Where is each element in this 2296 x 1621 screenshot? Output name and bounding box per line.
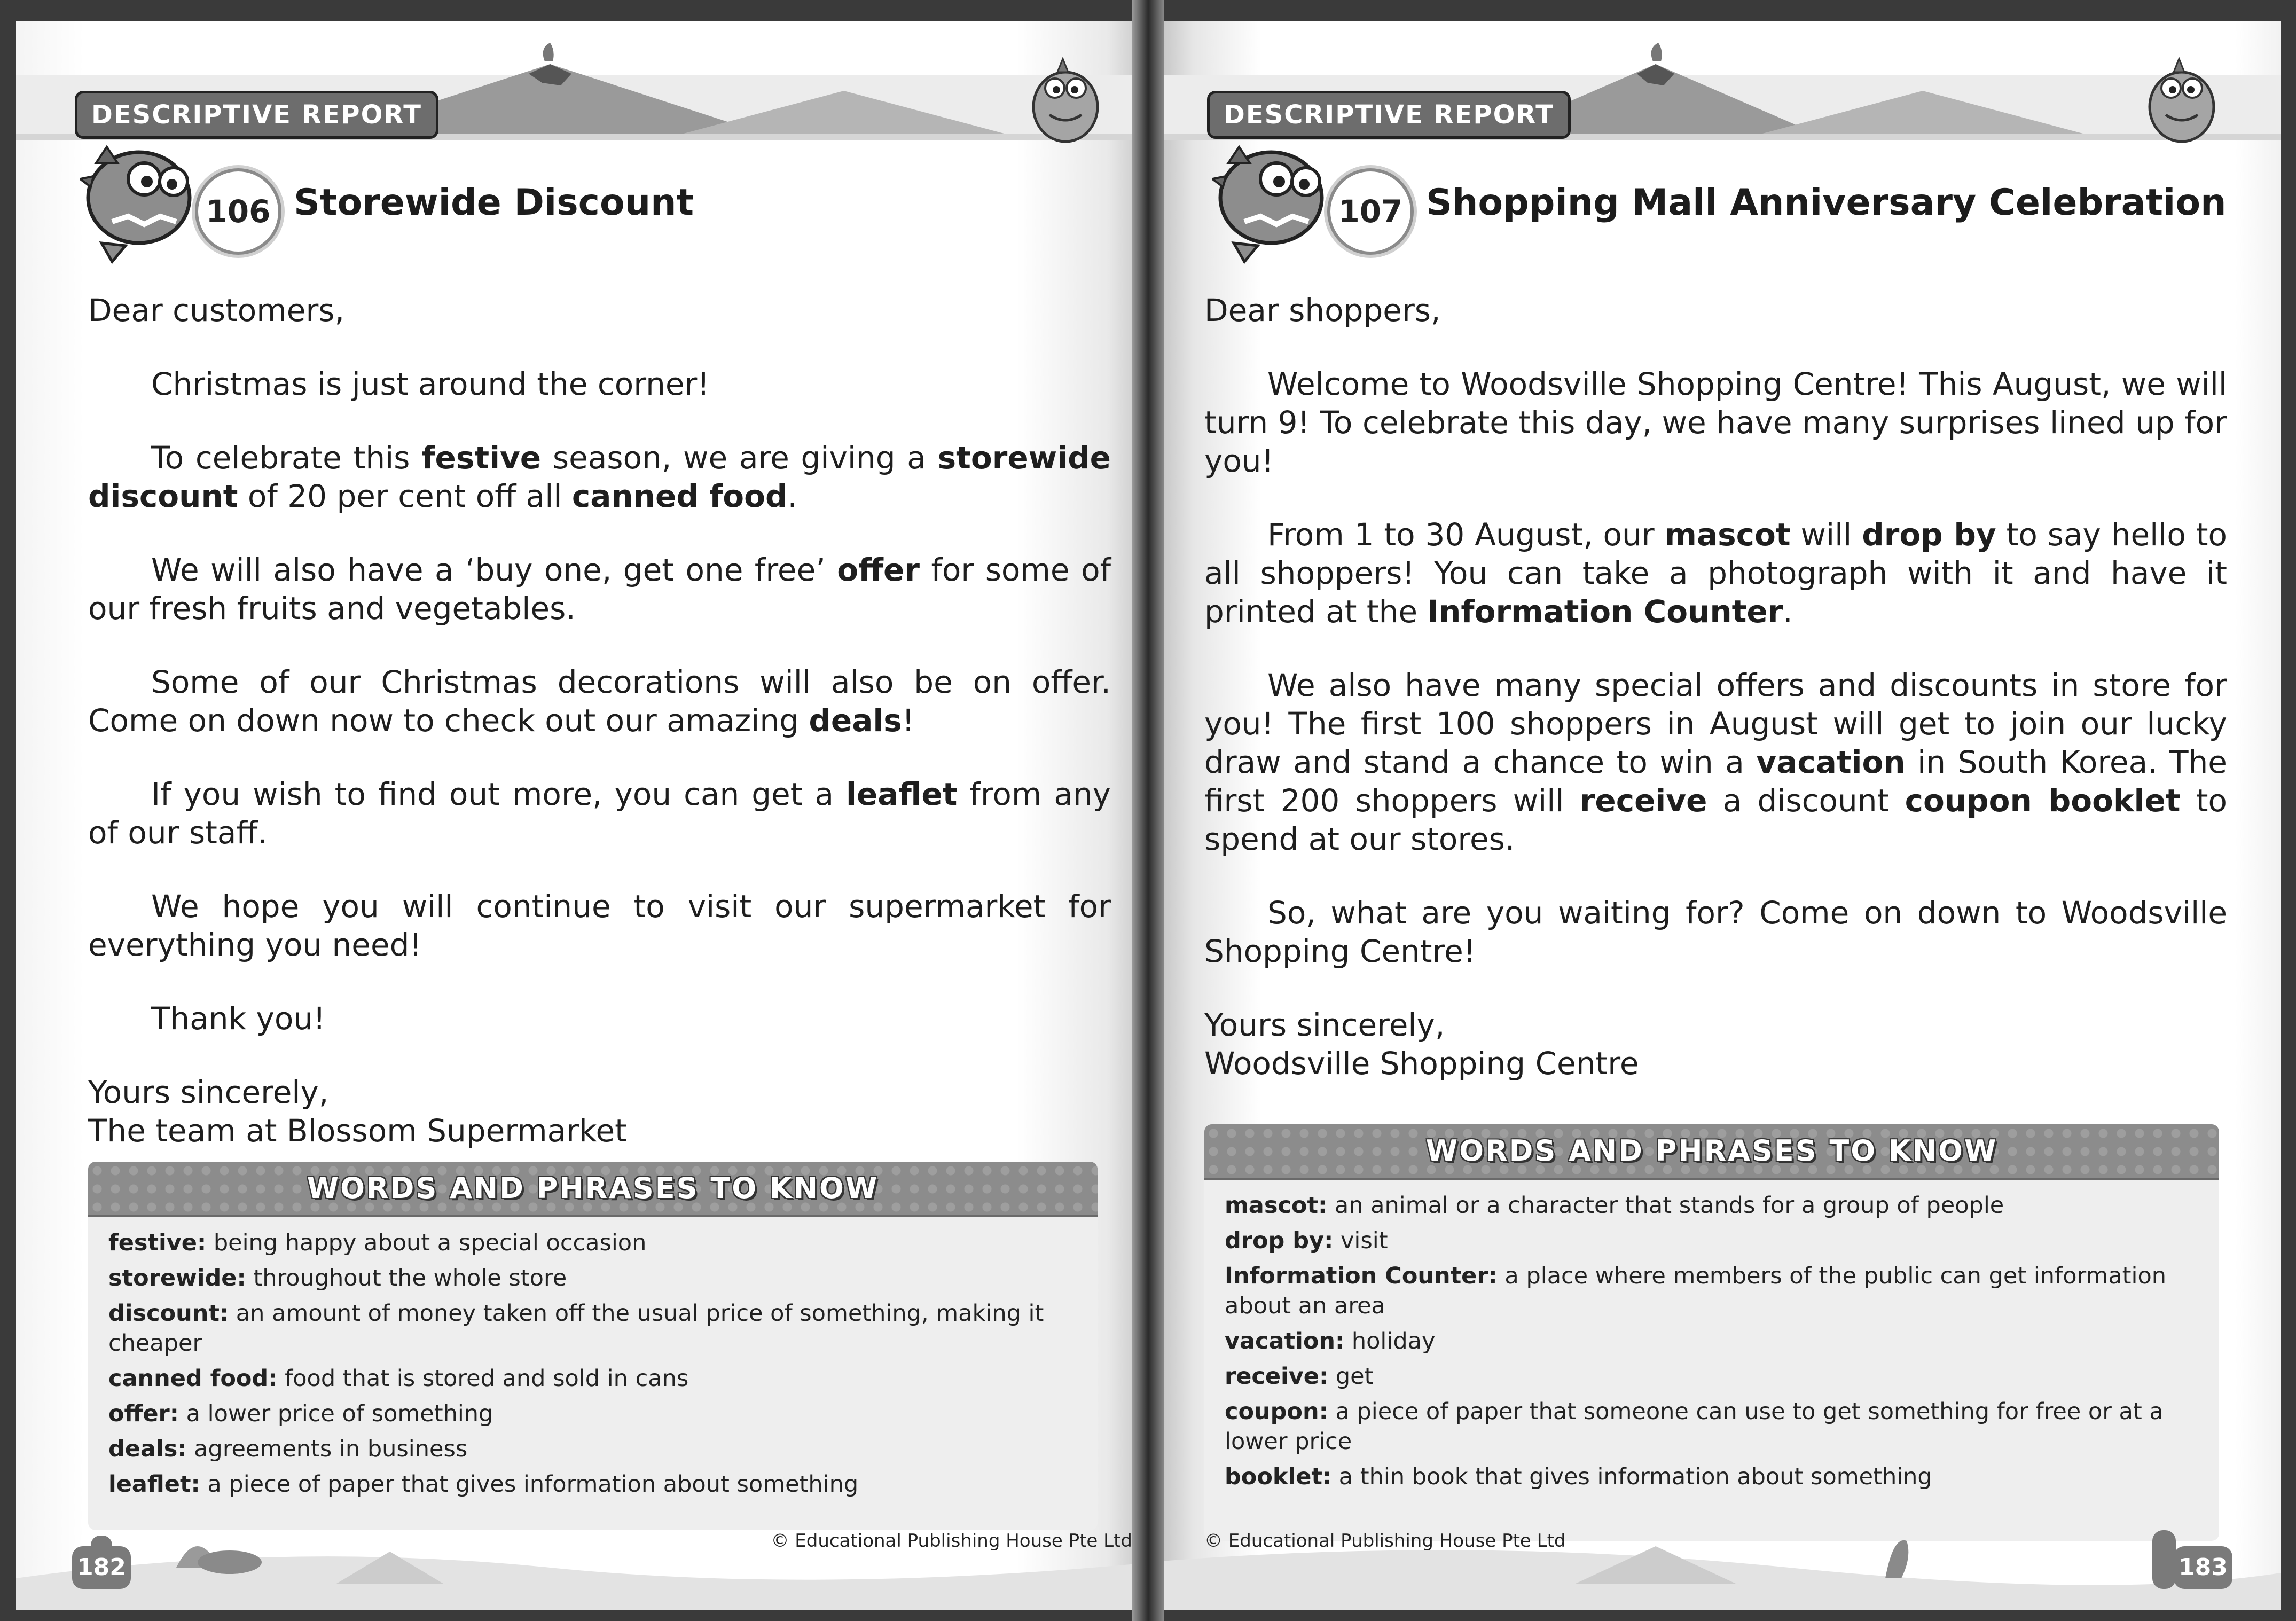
vocabulary-item: [1225, 1226, 2199, 1256]
words-list: [1204, 1180, 2219, 1492]
words-list: [88, 1217, 1098, 1499]
vocabulary-term: coupon:: [1225, 1398, 1328, 1425]
text-run: Welcome to Woodsville Shopping Centre! This August, we will turn 9! To celebrate this day, we have many surprises lined up for you!: [1204, 366, 2227, 479]
vocabulary-definition: throughout the whole store: [246, 1265, 567, 1291]
letter-paragraph: [88, 438, 1111, 515]
vocabulary-definition: food that is stored and sold in cans: [277, 1365, 689, 1392]
vocabulary-definition: an animal or a character that stands for a group of people: [1327, 1192, 2004, 1219]
copyright-notice: © Educational Publishing House Pte Ltd: [1204, 1530, 1566, 1552]
vocabulary-item: [1225, 1397, 2199, 1456]
report-heading: [1212, 136, 2254, 264]
dinosaur-mascot-icon: [2136, 43, 2227, 144]
vocabulary-definition: visit: [1333, 1227, 1388, 1254]
letter-paragraph: [88, 999, 1111, 1038]
report-number-badge: 106: [195, 168, 281, 255]
text-run: from any of our staff.: [88, 776, 1111, 851]
vocabulary-item: [108, 1228, 1077, 1258]
text-run: .: [787, 478, 797, 514]
vocabulary-definition: being happy about a special occasion: [206, 1230, 647, 1256]
vocabulary-term: storewide:: [108, 1265, 246, 1291]
vocabulary-definition: a place where members of the public can get information about an area: [1225, 1263, 2167, 1319]
footer-landscape: [1148, 1503, 2281, 1610]
vocabulary-item: [1225, 1326, 2199, 1356]
vocabulary-term: leaflet:: [108, 1471, 200, 1498]
text-run: in South Korea. The first 200 shoppers will: [1204, 744, 2227, 819]
page-number: 183: [2174, 1546, 2232, 1589]
vocabulary-term: offer:: [108, 1400, 179, 1427]
vocabulary-item: [1225, 1191, 2199, 1220]
vocabulary-item: [1225, 1361, 2199, 1391]
words-and-phrases-box: [88, 1162, 1098, 1530]
text-run: To celebrate this: [151, 440, 422, 476]
key-word: receive: [1579, 782, 1707, 819]
text-run: of 20 per cent off all: [238, 478, 572, 514]
letter-paragraph: [1204, 894, 2227, 970]
text-run: season, we are giving a: [541, 440, 938, 476]
vocabulary-definition: a lower price of something: [178, 1400, 493, 1427]
vocabulary-definition: get: [1328, 1363, 1374, 1390]
book-gutter: [1132, 0, 1164, 1621]
letter-paragraph: [88, 365, 1111, 403]
vocabulary-term: canned food:: [108, 1365, 278, 1392]
words-and-phrases-box: [1204, 1124, 2219, 1541]
vocabulary-definition: agreements in business: [186, 1436, 468, 1462]
vocabulary-term: booklet:: [1225, 1463, 1332, 1490]
text-run: From 1 to 30 August, our: [1267, 516, 1665, 553]
letter-signature: The team at Blossom Supermarket: [88, 1113, 627, 1149]
text-run: for some of our fresh fruits and vegetables.: [88, 552, 1111, 627]
letter-paragraphs: [88, 365, 1111, 1038]
vocabulary-item: [1225, 1261, 2199, 1321]
key-word: canned food: [571, 478, 788, 514]
letter-body: [1204, 291, 2227, 1083]
text-run: We also have many special offers and discounts in store for you! The first 100 shoppers in August will get to join our lucky draw and stand a chance to win a: [1204, 667, 2227, 780]
letter-signature: Woodsville Shopping Centre: [1204, 1045, 1639, 1082]
cactus-landscape-icon: [1148, 1503, 2281, 1610]
text-run: to spend at our stores.: [1204, 782, 2228, 857]
vocabulary-term: Information Counter:: [1225, 1263, 1498, 1289]
vocabulary-definition: an amount of money taken off the usual price of something, making it cheaper: [108, 1300, 1044, 1357]
vocabulary-item: [108, 1434, 1077, 1464]
vocabulary-item: [108, 1263, 1077, 1293]
letter-paragraphs: [1204, 365, 2227, 970]
letter-paragraph: [88, 887, 1111, 964]
letter-paragraph: [88, 775, 1111, 852]
letter-paragraph: [1204, 666, 2227, 858]
vocabulary-term: drop by:: [1225, 1227, 1334, 1254]
vocabulary-item: [108, 1364, 1077, 1393]
text-run: will: [1790, 516, 1862, 553]
vocabulary-term: festive:: [108, 1230, 207, 1256]
text-run: a discount: [1707, 782, 1905, 819]
vocabulary-definition: a piece of paper that gives information about something: [200, 1471, 859, 1498]
key-word: coupon booklet: [1905, 782, 2181, 819]
key-word: offer: [837, 552, 920, 588]
words-box-heading: WORDS AND PHRASES TO KNOW: [307, 1171, 879, 1205]
dinosaur-mascot-icon: [1020, 43, 1111, 144]
letter-paragraph: [1204, 365, 2227, 480]
copyright-notice: © Educational Publishing House Pte Ltd: [771, 1530, 1132, 1552]
vocabulary-item: [108, 1469, 1077, 1499]
page-number: 182: [72, 1546, 131, 1589]
text-run: So, what are you waiting for? Come on down to Woodsville Shopping Centre!: [1204, 895, 2227, 969]
text-run: Some of our Christmas decorations will also be on offer. Come on down now to check out our amazing: [88, 664, 1111, 739]
letter-paragraph: [1204, 515, 2227, 631]
section-tag: DESCRIPTIVE REPORT: [1207, 91, 1571, 139]
key-word: vacation: [1756, 744, 1906, 780]
key-word: festive: [421, 440, 542, 476]
vocabulary-term: receive:: [1225, 1363, 1329, 1390]
vocabulary-definition: a piece of paper that someone can use to get something for free or at a lower price: [1225, 1398, 2164, 1455]
text-run: We will also have a ‘buy one, get one free’: [151, 552, 837, 588]
footer-landscape: [16, 1503, 1154, 1610]
vocabulary-definition: a thin book that gives information about something: [1331, 1463, 1932, 1490]
key-word: drop by: [1862, 516, 1996, 553]
text-run: Thank you!: [151, 1000, 326, 1037]
vocabulary-term: discount:: [108, 1300, 229, 1327]
vocabulary-item: [108, 1298, 1077, 1358]
vocabulary-term: vacation:: [1225, 1328, 1345, 1354]
report-number-badge: 107: [1327, 168, 1414, 255]
vocabulary-term: mascot:: [1225, 1192, 1328, 1219]
letter-paragraph: [88, 663, 1111, 740]
vocabulary-definition: holiday: [1344, 1328, 1436, 1354]
report-title: Storewide Discount: [294, 182, 694, 224]
letter-paragraph: [88, 551, 1111, 628]
text-run: If you wish to find out more, you can get a: [151, 776, 846, 812]
report-title: Shopping Mall Anniversary Celebration: [1426, 182, 2227, 224]
vocabulary-item: [108, 1399, 1077, 1429]
right-page: [1148, 21, 2281, 1610]
letter-closing: Yours sincerely,: [1204, 1007, 1445, 1043]
key-word: storewide discount: [88, 440, 1111, 514]
section-tag: DESCRIPTIVE REPORT: [75, 91, 438, 139]
words-box-header: [88, 1162, 1098, 1217]
key-word: Information Counter: [1427, 593, 1783, 630]
text-run: to say hello to all shoppers! You can take a photograph with it and have it printed at the: [1204, 516, 2227, 630]
words-box-heading: WORDS AND PHRASES TO KNOW: [1425, 1134, 1998, 1168]
letter-closing: Yours sincerely,: [88, 1074, 329, 1110]
text-run: We hope you will continue to visit our supermarket for everything you need!: [88, 888, 1111, 963]
key-word: leaflet: [846, 776, 958, 812]
words-box-header: [1204, 1124, 2219, 1180]
report-heading: [80, 136, 1122, 264]
letter-greeting: Dear customers,: [88, 292, 344, 328]
cactus-landscape-icon: [16, 1503, 1154, 1610]
text-run: !: [902, 702, 915, 739]
vocabulary-item: [1225, 1462, 2199, 1492]
left-page: [16, 21, 1154, 1610]
text-run: Christmas is just around the corner!: [151, 366, 710, 402]
vocabulary-term: deals:: [108, 1436, 187, 1462]
letter-body: [88, 291, 1111, 1150]
key-word: mascot: [1664, 516, 1791, 553]
text-run: .: [1783, 593, 1793, 630]
key-word: deals: [809, 702, 902, 739]
letter-greeting: Dear shoppers,: [1204, 292, 1441, 328]
